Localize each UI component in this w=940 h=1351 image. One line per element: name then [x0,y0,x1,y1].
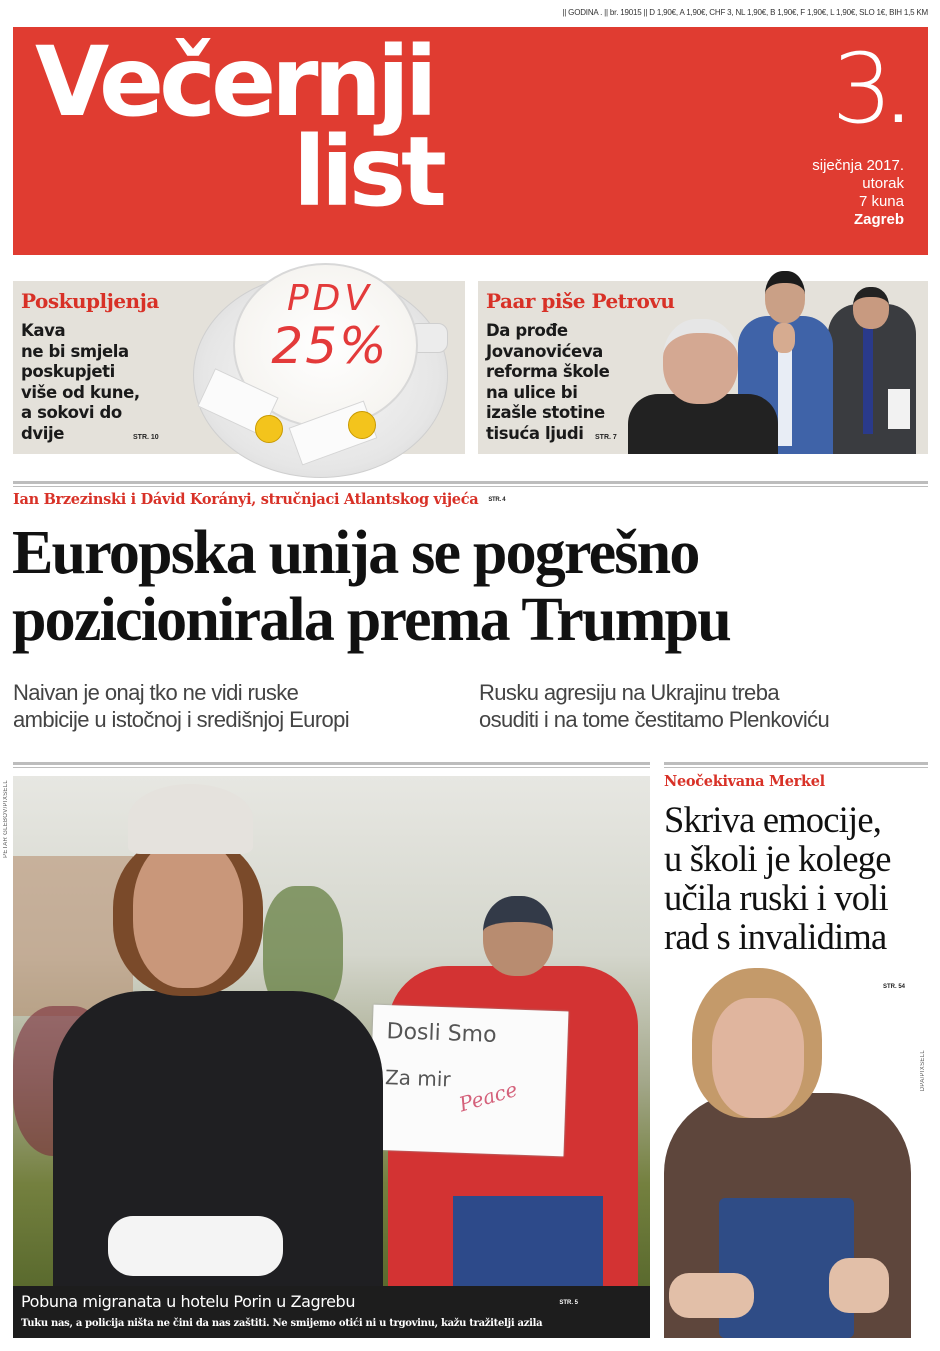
price-strip: || GODINA . || br. 19015 || D 1,90€, A 1,90€, CHF 3, NL 1,90€, B 1,90€, F 1,90€, L 1,90€, SLO 1€, BIH 1,5 KM [562,8,928,17]
issue-price: 7 kuna [858,193,904,210]
logo-line-2: list [293,116,442,228]
issue-day: 3. [831,33,904,145]
side-headline[interactable]: Skriva emocije, u školi je kolege učila ruski i voli rad s invalidima [664,799,891,957]
teaser-text: Da prođe Jovanovićeva reforma škole na ulice bi izašle stotine tisuća ljudi [486,321,610,443]
masthead [13,27,928,255]
teaser-kicker: Paar piše Petrovu [486,289,675,313]
person-head [483,896,553,976]
photo-credit: PETAR GLEBOV/PIXSELL [3,780,9,858]
smiley-icon [348,411,376,439]
lead-page-ref: STR. 4 [488,497,506,503]
photo-caption-bar[interactable] [13,1286,650,1338]
person-face [712,998,804,1118]
lead-deck-right: Rusku agresiju na Ukrajinu treba osuditi i na tome čestitamo Plenkoviću [479,680,830,732]
teaser-page-ref: STR. 10 [133,434,159,441]
coffee-cup-image [193,263,453,478]
hand-shape [669,1273,754,1318]
jeans-shape [453,1196,603,1286]
caption-title: Pobuna migranata u hotelu Porin u Zagrebu [21,1292,356,1311]
smiley-icon [255,415,283,443]
person-figure [823,279,923,454]
teaser-kicker: Poskupljenja [21,289,159,313]
hand-shape [829,1258,889,1313]
migrants-photo[interactable] [13,776,650,1286]
logo-line-1: Večernji [35,26,433,138]
section-divider [13,762,650,768]
teaser-paar-pise-petrovu[interactable] [478,281,928,454]
politicians-photo [628,271,928,454]
person-figure [628,314,778,454]
foam-text: PDV 25% [271,278,389,375]
section-divider [664,762,928,768]
section-divider [13,481,928,487]
person-face [133,838,243,988]
person-beanie [128,784,253,854]
issue-city: Zagreb [853,211,904,228]
lead-kicker: Ian Brzezinski i Dávid Korányi, stručnjaci Atlantskog vijeća STR. 4 [13,491,506,508]
protest-sign: Dosli Smo Za mir Peace [369,1005,569,1157]
side-kicker: Neočekivana Merkel [664,773,825,790]
caption-subtitle: Tuku nas, a policija ništa ne čini da nas zaštiti. Ne smijemo otići ni u trgovinu, kažu tražitelji azila [21,1318,543,1329]
merkel-photo[interactable] [664,968,911,1338]
teaser-poskupljenja[interactable] [13,278,465,454]
teaser-page-ref: STR. 7 [595,434,617,441]
newspaper-logo[interactable] [35,26,442,228]
issue-weekday: utorak [862,175,904,192]
caption-page-ref: STR. 5 [559,1300,578,1306]
photo-credit: DPA/PIXSELL [920,1050,926,1092]
bandaged-arm [108,1216,283,1276]
issue-month-year: siječnja 2017. [812,157,904,174]
issue-date-block [812,33,904,229]
side-page-ref: STR. 54 [883,984,906,990]
lead-deck-left: Naivan je onaj tko ne vidi ruske ambicije u istočnoj i središnjoj Europi [13,680,350,732]
teaser-text: Kava ne bi smjela poskupjeti više od kune, a sokovi do dvije [21,321,140,443]
lead-headline[interactable]: Europska unija se pogrešno pozicionirala prema Trumpu [12,519,730,654]
